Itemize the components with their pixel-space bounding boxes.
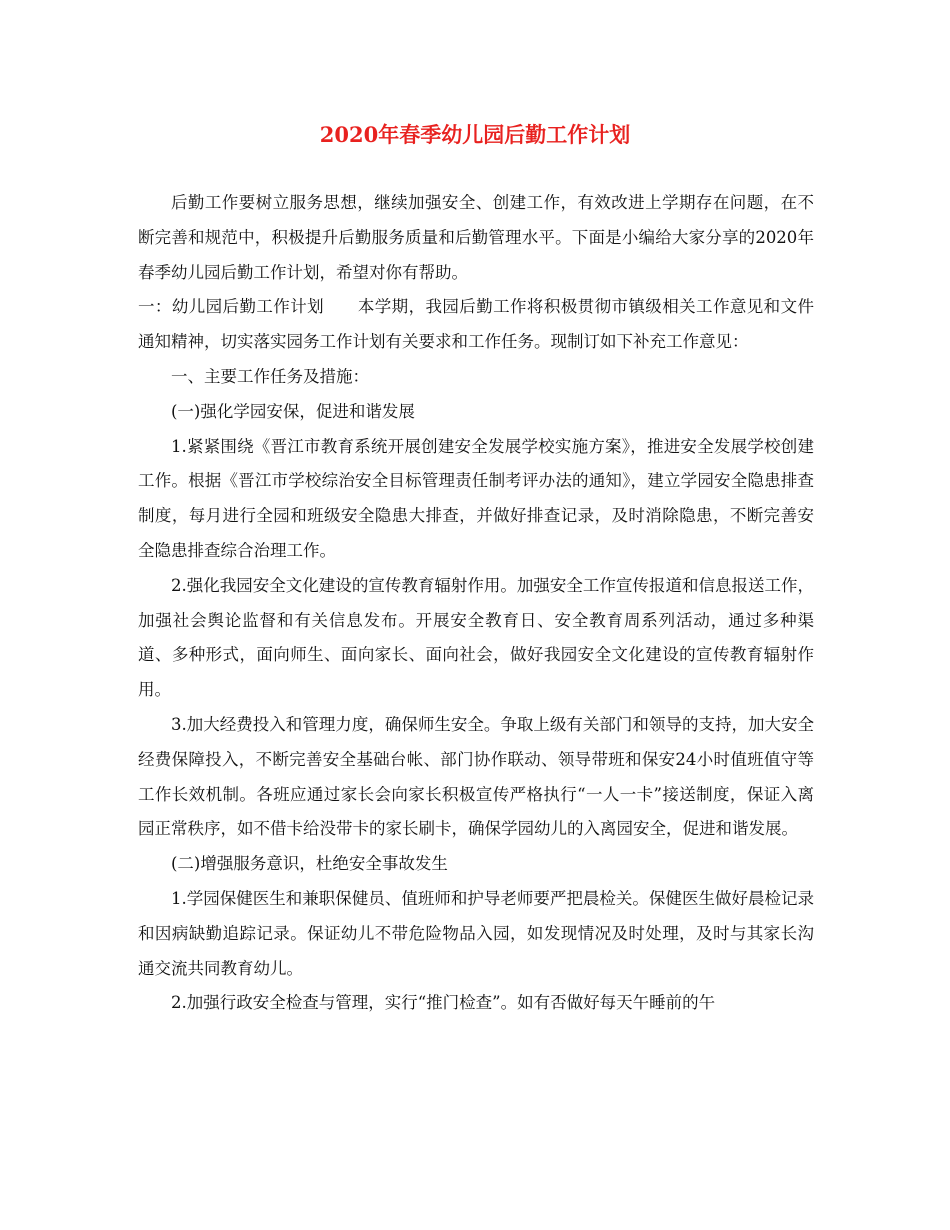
paragraph: (一)强化学园安保，促进和谐发展 <box>171 401 415 421</box>
paragraph: 1.紧紧围绕《晋江市教育系统开展创建安全发展学校实施方案》，推进安全发展学校创建工作。根据《晋江市学校综治安全目标管理责任制考评办法的通知》，建立学园安全隐患排查制度，每月进行全园和班级安全隐患大排查，并做好排查记录，及时消除隐患，不断完善安全隐患排查综合治理工作。 <box>138 436 814 560</box>
paragraph: 2.加强行政安全检查与管理，实行“推门检查”。如有否做好每天午睡前的午 <box>171 993 716 1013</box>
paragraph: 后勤工作要树立服务思想，继续加强安全、创建工作，有效改进上学期存在问题，在不断完善和规范中，积极提升后勤服务质量和后勤管理水平。下面是小编给大家分享的2020年春季幼儿园后勤工作计划，希望对你有帮助。 <box>138 193 814 282</box>
paragraph: 1.学园保健医生和兼职保健员、值班师和护导老师要严把晨检关。保健医生做好晨检记录和因病缺勤追踪记录。保证幼儿不带危险物品入园，如发现情况及时处理，及时与其家长沟通交流共同教育幼儿。 <box>138 888 814 978</box>
paragraph: 2.强化我园安全文化建设的宣传教育辐射作用。加强安全工作宣传报道和信息报送工作，加强社会舆论监督和有关信息发布。开展安全教育日、安全教育周系列活动，通过多种渠道、多种形式，面向师生、面向家长、面向社会，做好我园安全文化建设的宣传教育辐射作用。 <box>138 575 814 700</box>
paragraph: 一：幼儿园后勤工作计划 本学期，我园后勤工作将积极贯彻市镇级相关工作意见和文件通知精神，切实落实园务工作计划有关要求和工作任务。现制订如下补充工作意见： <box>138 297 814 352</box>
paragraph: (二)增强服务意识，杜绝安全事故发生 <box>171 854 448 874</box>
document-title: 2020年春季幼儿园后勤工作计划 <box>319 122 631 147</box>
paragraph: 一、主要工作任务及措施： <box>171 366 369 386</box>
paragraph: 3.加大经费投入和管理力度，确保师生安全。争取上级有关部门和领导的支持，加大安全经费保障投入，不断完善安全基础台帐、部门协作联动、领导带班和保安24小时值班值守等工作长效机制。各班应通过家长会向家长积极宣传严格执行“一人一卡”接送制度，保证入离园正常秩序，如不借卡给没带卡的家长刷卡，确保学园幼儿的入离园安全，促进和谐发展。 <box>138 714 814 839</box>
document-body <box>138 186 814 1021</box>
